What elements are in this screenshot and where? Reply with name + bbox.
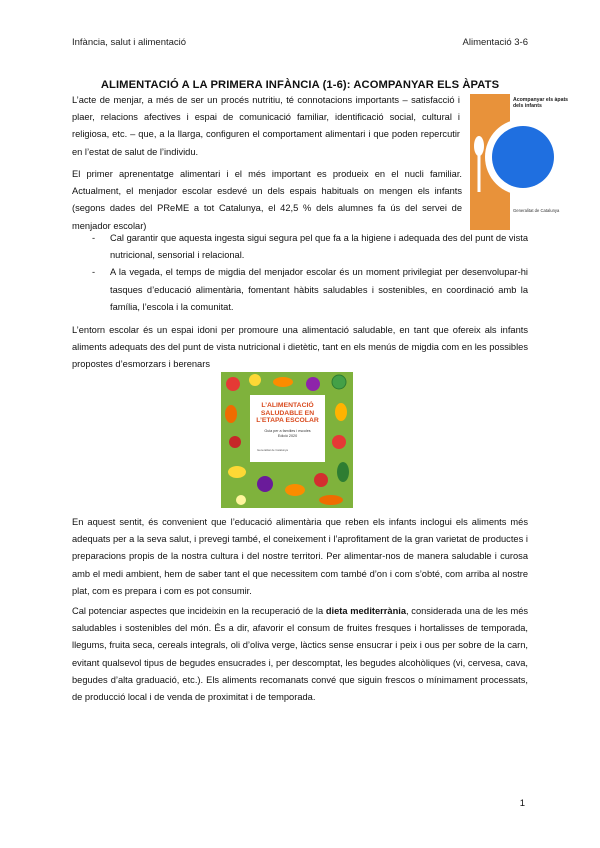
p5-before: Cal potenciar aspectes que incideixin en la recuperació de la [72, 606, 326, 616]
paragraph-school: L’entorn escolar és un espai idoni per promoure una alimentació saludable, en tant que ofereix als infants aliments adequats des del punt de vista nutricional i dietètic, tant en els menús de migdia com en les possibles propostes d’esmorzars i berenars [72, 325, 528, 370]
paragraph-family: El primer aprenentatge alimentari i el més important es produeix en el nucli familiar. Actualment, el menjador escolar esdevé un dels espais habituals on mengen els infants (segons dades del PReME a tot Catalunya, el 42,5 % dels alumnes fa ús del servei de menjador escolar) [72, 169, 462, 231]
header-left: Infància, salut i alimentació [72, 37, 187, 48]
cover-footer: Generalitat de Catalunya [257, 448, 288, 452]
poster-title: Acompanyar els àpats dels infants [513, 97, 569, 110]
guide-cover-image [221, 372, 353, 508]
cover-subtitle [251, 429, 324, 438]
paragraph-mediterranean [72, 603, 528, 706]
document-title: ALIMENTACIÓ A LA PRIMERA INFÀNCIA (1-6): ACOMPANYAR ELS ÀPATS [100, 79, 500, 91]
p5-bold-term: dieta mediterrània [325, 606, 407, 616]
list-item: - Cal garantir que aquesta ingesta sigui segura pel que fa a la higiene i adequada des del punt de vista nutricional, sensorial i relacional. [92, 230, 528, 264]
fork-icon [561, 138, 572, 191]
spoon-icon [474, 136, 484, 192]
page-number: 1 [519, 798, 525, 809]
poster-footer: Generalitat de Catalunya [513, 208, 560, 213]
paragraph-intro: L’acte de menjar, a més de ser un procés nutritiu, té connotacions importants – satisfacció i plaer, relacions afectives i espai de comunicació familiar, identificació social, cultural i religiosa, etc. – que, a la llarga, configuren el comportament alimentari i que poden repercutir en l’estat de salut de l’individu. [72, 95, 460, 157]
paragraph-education: En aquest sentit, és convenient que l’educació alimentària que reben els infants inclogui els aliments més adequats per a la seva salut, i prevegi també, el coneixement i l’aprofitament de la gran varietat de productes i preparacions propis de la nostra cultura i del nostre territori. Per alimentar-nos de manera saludable i curosa amb el medi ambient, hem de saber tant el que necessitem com també d’on i com s’obté, com arriba al nostre plat, com es prepara i com es pot consumir. [72, 517, 528, 596]
plate-center-icon [492, 126, 554, 188]
cover-title: L’ALIMENTACIÓ SALUDABLE EN L’ETAPA ESCOLAR [256, 402, 319, 425]
cover-edition: Edició 2020 [277, 433, 298, 438]
cover-subtitle-text: Guia per a famílies i escoles [264, 429, 311, 433]
list-item: - A la vegada, el temps de migdia del menjador escolar és un moment privilegiat per desenvolupar-hi tasques d’educació alimentària, fomentant hàbits saludables i sostenibles, en coordinació amb la família, l’escola i la comunitat. [92, 264, 528, 316]
header-right: Alimentació 3-6 [462, 37, 528, 48]
bullet-list [92, 230, 528, 316]
p5-after: , considerada una de les més saludables i sostenibles del món. És a dir, afavorir el consum de fruites fresques i hortalisses de temporada, llegums, fruita seca, cereals integrals, oli d’oliva verge, làctics sense ensucrar i peix i ous per sobre de la carn, evitant qualsevol tipus de begudes ensucrades i, per descomptat, les begudes alcohòliques (vi, cervesa, cava, begudes d’alta graduació, etc.). Els aliments recomanats convé que siguin frescos o mínimament processats, de producció local i de venda de proximitat i de temporada. [72, 606, 529, 703]
